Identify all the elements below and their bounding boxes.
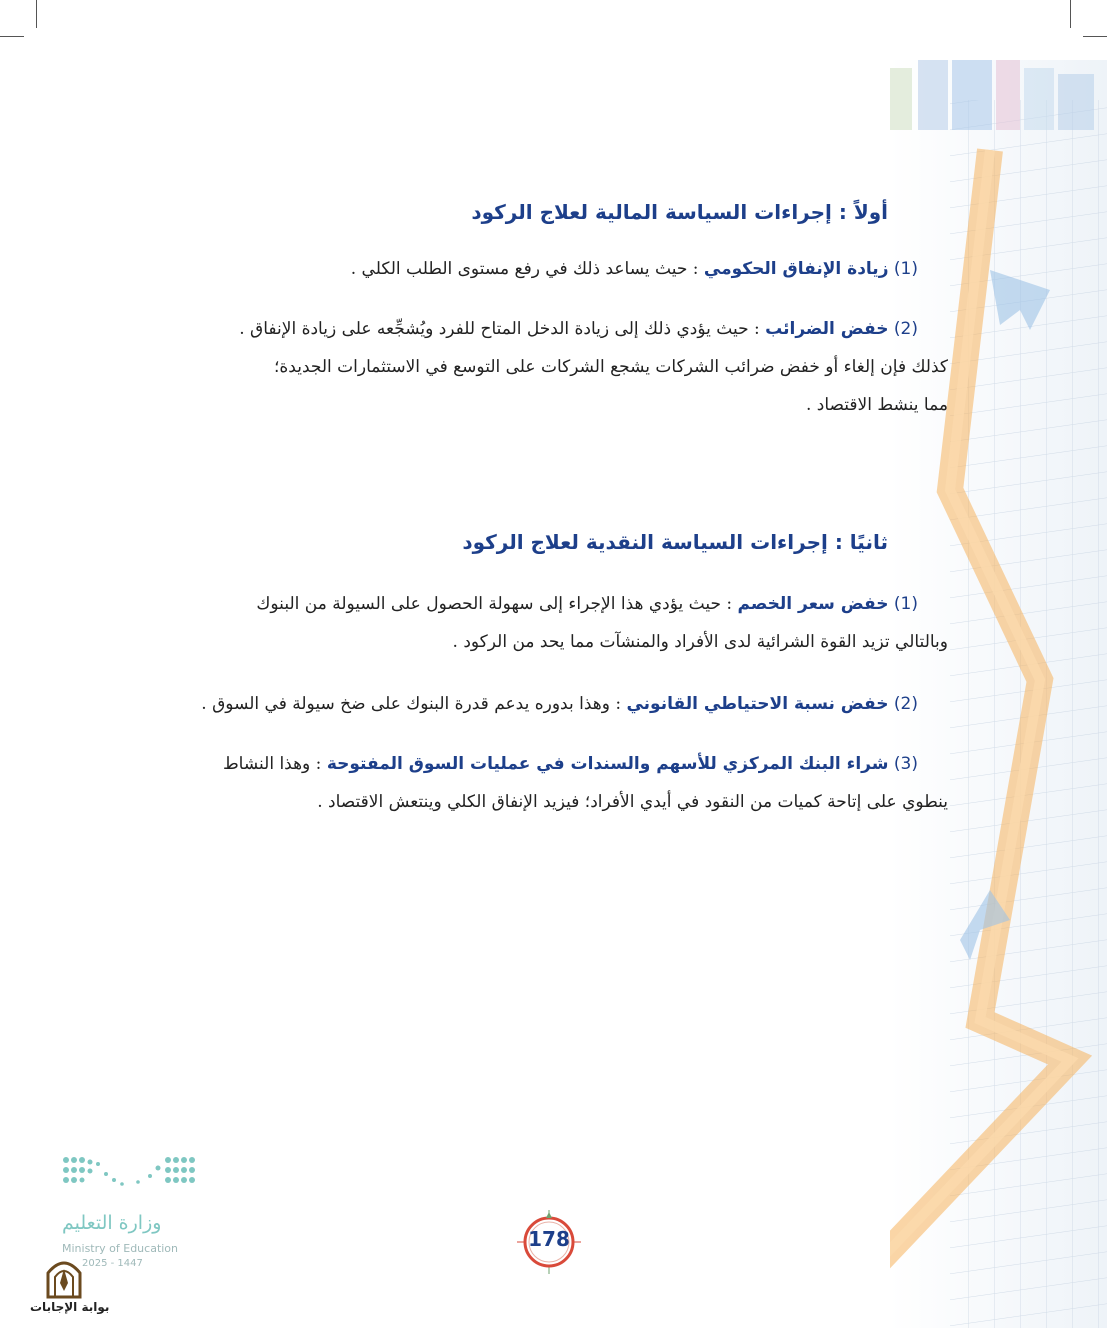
item-term: خفض سعر الخصم	[737, 594, 889, 614]
portal-watermark: بوابة الإجابات	[30, 1300, 110, 1314]
item-text: : حيث يؤدي ذلك إلى زيادة الدخل المتاح للفرد ويُشجِّعه على زيادة الإنفاق .	[239, 319, 760, 339]
decorative-background	[890, 60, 1107, 1328]
item-number: (2)	[893, 319, 918, 339]
item-term: خفض الضرائب	[765, 319, 889, 339]
section2-item-3	[150, 745, 948, 821]
item-text: : حيث يؤدي هذا الإجراء إلى سهولة الحصول على السيولة من البنوك	[256, 594, 733, 614]
item-number: (3)	[893, 754, 918, 774]
section1-heading-prefix: أولاً :	[838, 200, 888, 224]
portal-logo-icon	[44, 1255, 84, 1299]
item-term: زيادة الإنفاق الحكومي	[703, 259, 889, 279]
item-line	[150, 585, 948, 623]
item-number: (1)	[893, 259, 918, 279]
crop-mark	[1070, 0, 1071, 28]
item-text: : وهذا بدوره يدعم قدرة البنوك على ضخ سيولة في السوق .	[201, 694, 622, 714]
item-line: وبالتالي تزيد القوة الشرائية لدى الأفراد والمنشآت مما يحد من الركود .	[452, 632, 948, 652]
item-line: كذلك فإن إلغاء أو خفض ضرائب الشركات يشجع الشركات على التوسع في الاستثمارات الجديدة؛	[273, 357, 948, 377]
ministry-name-ar: وزارة التعليم	[62, 1212, 162, 1234]
item-text: : وهذا النشاط	[222, 754, 322, 774]
section1-item-2	[150, 310, 948, 424]
page-number: 178	[528, 1227, 570, 1251]
section2-item-1	[150, 585, 948, 661]
section1-heading	[471, 200, 888, 224]
section2-item-2	[201, 685, 918, 723]
item-term: خفض نسبة الاحتياطي القانوني	[626, 694, 889, 714]
ministry-logo-icon	[58, 1150, 208, 1200]
crop-mark	[1083, 36, 1107, 37]
section2-heading	[462, 530, 888, 554]
section2-heading-text: إجراءات السياسة النقدية لعلاج الركود	[462, 530, 828, 554]
ministry-name-en: Ministry of Education	[62, 1242, 179, 1255]
crop-mark	[0, 36, 24, 37]
section1-item-1	[351, 250, 918, 288]
ministry-year: 2025 - 1447	[82, 1258, 143, 1269]
crop-mark	[36, 0, 37, 28]
section1-heading-text: إجراءات السياسة المالية لعلاج الركود	[471, 200, 832, 224]
item-number: (2)	[893, 694, 918, 714]
item-line	[150, 745, 948, 783]
item-number: (1)	[893, 594, 918, 614]
item-line: مما ينشط الاقتصاد .	[805, 395, 948, 415]
section2-heading-prefix: ثانيًا :	[834, 530, 888, 554]
item-text: : حيث يساعد ذلك في رفع مستوى الطلب الكلي .	[350, 259, 699, 279]
item-term: شراء البنك المركزي للأسهم والسندات في عمليات السوق المفتوحة	[326, 754, 889, 774]
item-line: ينطوي على إتاحة كميات من النقود في أيدي الأفراد؛ فيزيد الإنفاق الكلي وينتعش الاقتصاد .	[317, 792, 948, 812]
item-line	[150, 310, 948, 348]
